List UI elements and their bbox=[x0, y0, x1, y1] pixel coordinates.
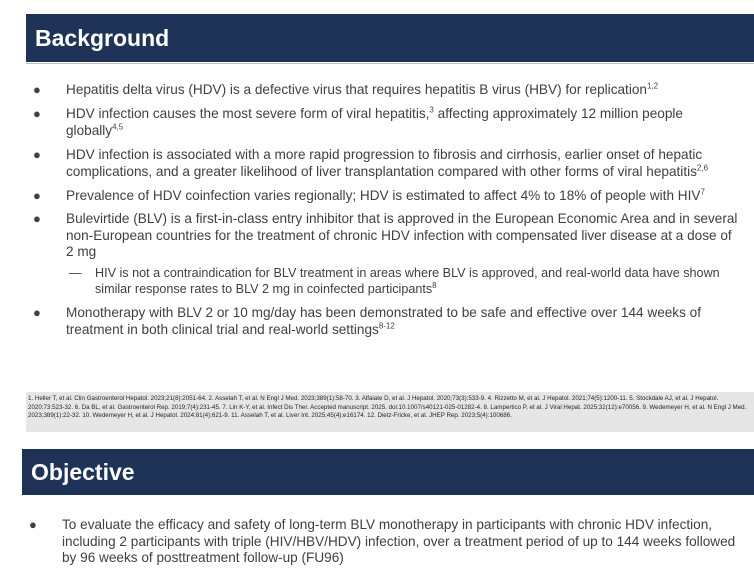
bullet-text: HDV infection causes the most severe form of viral hepatitis, bbox=[66, 106, 430, 121]
bullet-text: Bulevirtide (BLV) is a first-in-class entry inhibitor that is approved in the European Economic Area and in several non-European countries for the treatment of chronic HDV infection with compensated liver disease at a dose of 2 mg bbox=[66, 211, 738, 259]
background-header bbox=[26, 14, 754, 62]
bullet-text: HDV infection is associated with a more rapid progression to fibrosis and cirrhosis, earlier onset of hepatic complications, and a greater likelihood of liver transplantation compared with other forms of viral hepatitis bbox=[66, 147, 703, 179]
dash-marker: — bbox=[69, 266, 82, 280]
bullet-dot: ● bbox=[33, 82, 41, 97]
bullet-dot: ● bbox=[33, 188, 41, 203]
background-bullet-2 bbox=[33, 105, 738, 139]
bullet-dot: ● bbox=[33, 305, 41, 320]
citation: 7 bbox=[700, 187, 705, 197]
bullet-text: affecting approximately 12 million people globally bbox=[66, 106, 683, 138]
background-bullet-1 bbox=[33, 81, 738, 99]
citation: 8-12 bbox=[378, 320, 395, 330]
header-divider bbox=[26, 63, 754, 64]
references-box bbox=[26, 392, 754, 432]
bullet-dot: ● bbox=[33, 106, 41, 121]
sub-bullet-text: HIV is not a contraindication for BLV treatment in areas where BLV is approved, and real-world data have shown similar response rates to BLV 2 mg in coinfected participants bbox=[95, 266, 720, 296]
objective-bullet-1 bbox=[29, 517, 740, 567]
background-bullet-3 bbox=[33, 147, 738, 180]
background-bullet-5 bbox=[33, 211, 738, 261]
background-bullet-4 bbox=[33, 187, 738, 205]
citation: 8 bbox=[432, 280, 437, 290]
background-sub-bullet bbox=[69, 266, 735, 297]
bullet-text: Prevalence of HDV coinfection varies regionally; HDV is estimated to affect 4% to 18% of people with HIV bbox=[66, 188, 701, 203]
objective-title: Objective bbox=[31, 458, 135, 485]
citation: 4,5 bbox=[112, 121, 124, 131]
citation: 3 bbox=[429, 105, 434, 115]
references-text: 1. Heller T, et al. Clin Gastroenterol Hepatol. 2023;21(8):2051-64. 2. Asselah T, et al. N Engl J Med. 2023;389(1):58-70. 3. Alfaiate D, et al. J Hepatol. 2020;73(3):533-9. 4. Rizzetto M, et al. J Hepatol. 2021;74(5):1200-11. 5. Stockdale AJ, et al. J Hepatol. 2020;73:523-32. 6. Da BL, et al. Gastroenterol Rep. 2019;7(4):231-45. 7. Lin K-Y, et al. Infect Dis Ther. Accepted manuscript. 2025. doi:10.1007/s40121-025-01282-4. 8. Lampertico P, et al. J Viral Hepat. 2025;32(12):e70056. 9. Wedemeyer H, et al. N Engl J Med. 2023;389(1):22-32. 10. Wedemeyer H, et al. J Hepatol. 2024;81(4):621-9. 11. Asselah T, et al. Liver Int. 2025;45(4):e16174. 12. Dietz-Fricke, et al. JHEP Rep. 2023;5(4):100686. bbox=[28, 395, 747, 420]
background-bullet-6 bbox=[33, 305, 738, 338]
bullet-text: To evaluate the efficacy and safety of long-term BLV monotherapy in participants with chronic HDV infection, including 2 participants with triple (HIV/HBV/HDV) infection, over a treatment period of up to 144 weeks followed by 96 weeks of posttreatment follow-up (FU96) bbox=[62, 517, 736, 565]
bullet-text: Monotherapy with BLV 2 or 10 mg/day has been demonstrated to be safe and effective over 144 weeks of treatment in both clinical trial and real-world settings bbox=[66, 305, 702, 337]
background-title: Background bbox=[35, 24, 170, 51]
bullet-dot: ● bbox=[33, 211, 41, 226]
citation: 2,6 bbox=[696, 162, 709, 172]
bullet-dot: ● bbox=[29, 517, 37, 532]
objective-header bbox=[22, 449, 754, 495]
citation: 1,2 bbox=[646, 81, 659, 91]
bullet-text: Hepatitis delta virus (HDV) is a defective virus that requires hepatitis B virus (HBV) for replication bbox=[66, 82, 647, 97]
bullet-dot: ● bbox=[33, 147, 41, 162]
